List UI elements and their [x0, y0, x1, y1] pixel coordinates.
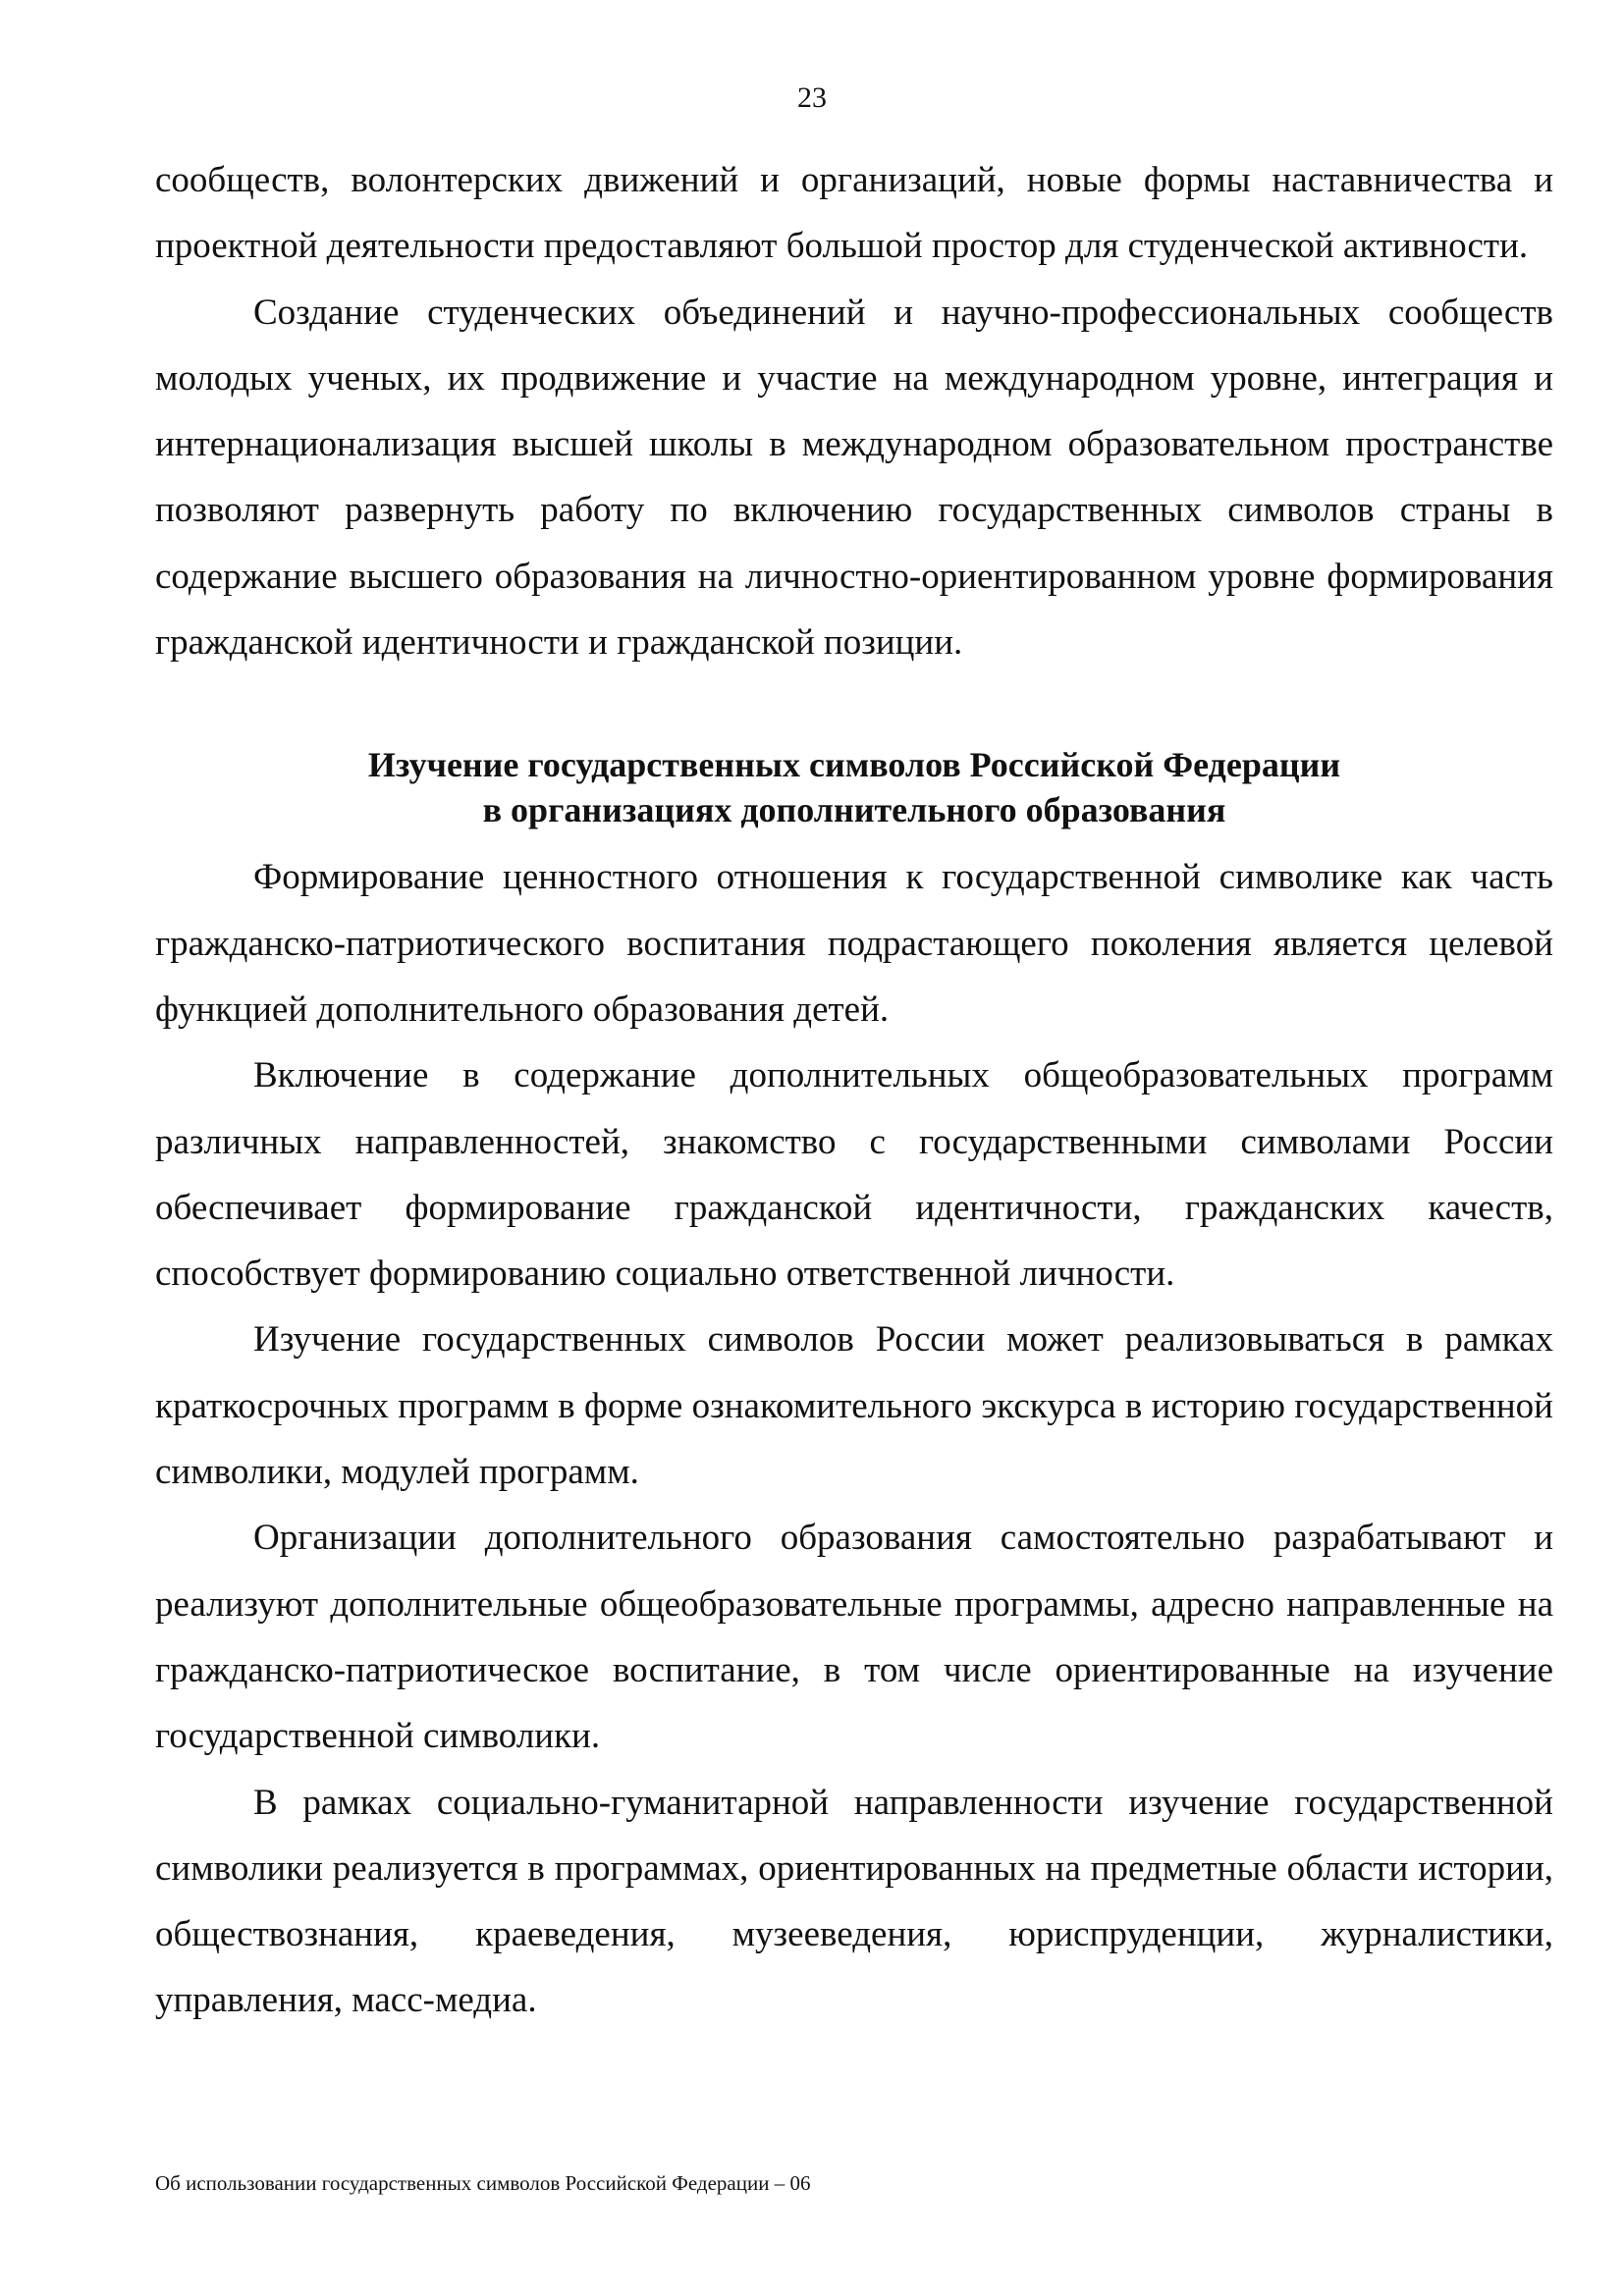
section-heading-line-1: Изучение государственных символов Российской Федерации	[367, 745, 1341, 785]
paragraph-student-associations: Создание студенческих объединений и научно-профессиональных сообществ молодых ученых, их продвижение и участие на международном уровне, интеграция и интернационализация высшей школы в международном образовательном пространстве позволяют развернуть работу по включению государственных символов страны в содержание высшего образования на личностно-ориентированном уровне формирования гражданской идентичности и гражданской позиции.	[155, 292, 1553, 664]
paragraph-humanitarian-direction: В рамках социально-гуманитарной направленности изучение государственной символики реализуется в программах, ориентированных на предметные области истории, обществознания, краеведения, музееведения, юриспруденции, журналистики, управления, масс-медиа.	[155, 1782, 1553, 2021]
paragraph-continuation: сообществ, волонтерских движений и организаций, новые формы наставничества и проектной деятельности предоставляют большой простор для студенческой активности.	[155, 160, 1553, 267]
document-body	[155, 147, 1553, 2034]
page-number: 23	[797, 81, 827, 114]
page-footer: Об использовании государственных символов Российской Федерации – 06	[155, 2171, 811, 2195]
paragraph-program-inclusion: Включение в содержание дополнительных общеобразовательных программ различных направленностей, знакомство с государственными символами России обеспечивает формирование гражданской идентичности, гражданских качеств, способствует формированию социально ответственной личности.	[155, 1055, 1553, 1295]
paragraph-organizations: Организации дополнительного образования самостоятельно разрабатывают и реализуют дополнительные общеобразовательные программы, адресно направленные на гражданско-патриотическое воспитание, в том числе ориентированные на изучение государственной символики.	[155, 1518, 1553, 1757]
section-heading	[155, 742, 1553, 832]
paragraph-short-programs: Изучение государственных символов России может реализовываться в рамках краткосрочных программ в форме ознакомительного экскурса в историю государственной символики, модулей программ.	[155, 1319, 1553, 1493]
paragraph-value-attitude: Формирование ценностного отношения к государственной символике как часть гражданско-патриотического воспитания подрастающего поколения является целевой функцией дополнительного образования детей.	[155, 857, 1553, 1030]
section-heading-line-2: в организациях дополнительного образования	[482, 790, 1226, 830]
